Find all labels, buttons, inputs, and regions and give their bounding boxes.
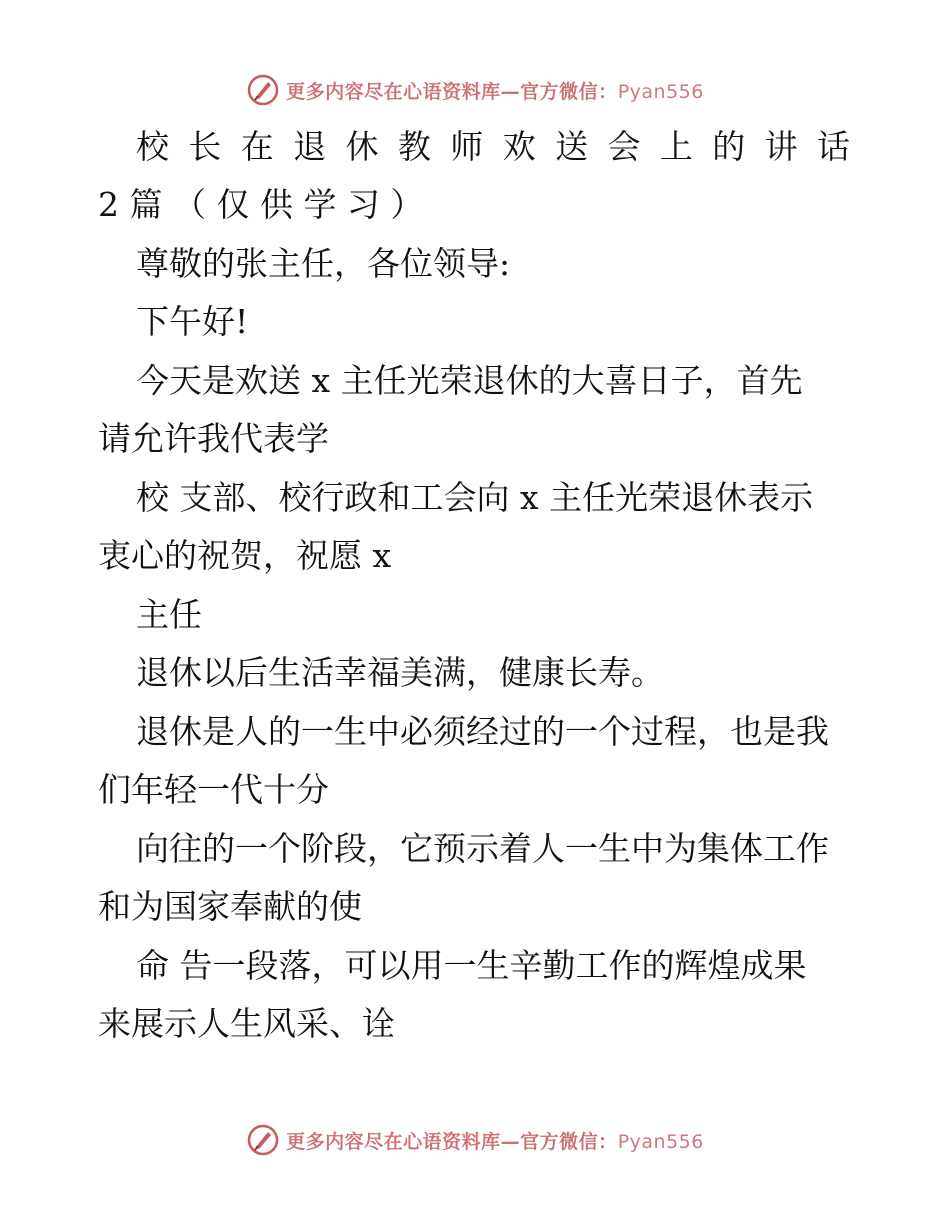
paragraph-line: 向往的一个阶段，它预示着人一生中为集体工作 (136, 829, 829, 868)
salutation: 尊敬的张主任，各位领导: (136, 244, 511, 283)
footer-banner (0, 1118, 950, 1162)
banner-wechat-id: Pyan556 (617, 80, 704, 103)
paragraph-line: 来展示人生风采、诠 (98, 1004, 395, 1043)
paragraph-line: 衷心的祝贺，祝愿 x (98, 536, 392, 575)
paragraph-line: 主任 (136, 595, 202, 634)
banner-dash: — (500, 1130, 521, 1153)
paragraph-line: 退休是人的一生中必须经过的一个过程，也是我 (136, 712, 829, 751)
quill-logo-icon (246, 1123, 280, 1157)
banner-site-name: 更多内容尽在心语资料库 (286, 80, 501, 103)
paragraph-line: 和为国家奉献的使 (98, 887, 362, 926)
title-line-1: 校 长 在 退 休 教 师 欢 送 会 上 的 讲 话 (136, 127, 850, 166)
banner-site-name: 更多内容尽在心语资料库 (286, 1130, 501, 1153)
banner-official-label: 官方微信： (520, 80, 618, 103)
greeting: 下午好! (136, 302, 249, 341)
paragraph-line: 们年轻一代十分 (98, 770, 329, 809)
banner-wechat-id: Pyan556 (617, 1130, 704, 1153)
paragraph-line: 今天是欢送 x 主任光荣退休的大喜日子，首先 (136, 361, 803, 400)
paragraph-line: 请允许我代表学 (98, 419, 329, 458)
paragraph-line: 命 告一段落，可以用一生辛勤工作的辉煌成果 (136, 946, 807, 985)
banner-text (286, 1127, 704, 1154)
banner-dash: — (500, 80, 521, 103)
banner-official-label: 官方微信： (520, 1130, 618, 1153)
title-line-2: 2 篇 （ 仅 供 学 习 ） (98, 185, 424, 224)
paragraph-line: 退休以后生活幸福美满，健康长寿。 (136, 653, 664, 692)
paragraph-line: 校 支部、校行政和工会向 x 主任光荣退休表示 (136, 478, 814, 517)
